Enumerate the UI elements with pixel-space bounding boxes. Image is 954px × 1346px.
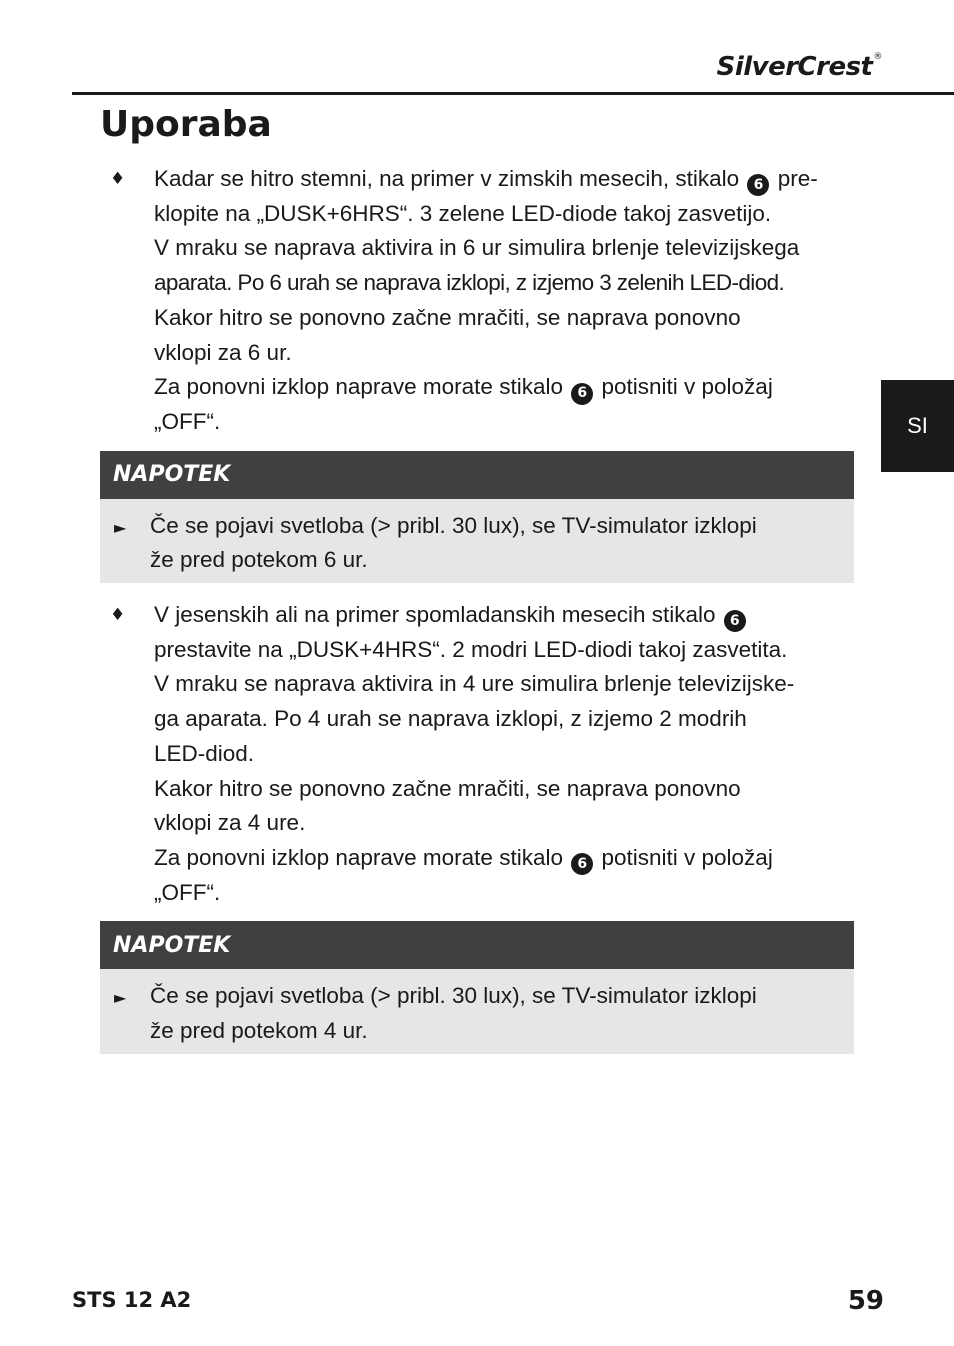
- note-text: Če se pojavi svetloba (> pribl. 30 lux), se TV-simulator izklopi že pred potekom 6 ur.: [150, 512, 757, 573]
- page-number: 59: [847, 1286, 884, 1316]
- instruction-item-winter: [100, 162, 854, 440]
- instruction-item-autumn-spring: [100, 598, 854, 910]
- switch-6-icon: 6: [571, 853, 593, 875]
- note-title: NAPOTEK: [100, 451, 854, 499]
- main-content: [100, 162, 854, 1054]
- instruction-text: Kadar se hitro stemni, na primer v zimskih mesecih, stikalo 6 pre- klopite na „DUSK+6HRS“. 3 zelene LED-diode takoj zasvetijo. V mraku se naprava aktivira in 6 ur simulira brlenje televizijskega aparata. Po 6 urah se naprava izklopi, z izjemo 3 zelenih LED-diod. Kakor hitro se ponovno začne mračiti, se naprava ponovno vklopi za 6 ur. Za ponovni izklop naprave morate stikalo 6 potisniti v položaj „OFF“.: [154, 166, 818, 434]
- footer-model: STS 12 A2: [72, 1288, 192, 1312]
- registered-mark: ®: [873, 52, 882, 62]
- instruction-text: V jesenskih ali na primer spomladanskih mesecih stikalo 6 prestavite na „DUSK+4HRS“. 2 modri LED-diodi takoj zasvetita. V mraku se naprava aktivira in 4 ure simulira brlenje televizijske- ga aparata. Po 4 urah se naprava izklopi, z izjemo 2 modrih LED-diod. Kakor hitro se ponovno začne mračiti, se naprava ponovno vklopi za 4 ure. Za ponovni izklop naprave morate stikalo 6 potisniti v položaj „OFF“.: [154, 602, 795, 905]
- note-body: [100, 499, 854, 583]
- note-text: Če se pojavi svetloba (> pribl. 30 lux), se TV-simulator izklopi že pred potekom 4 ur.: [150, 983, 757, 1044]
- header-rule: [72, 92, 954, 95]
- language-tab-label: SI: [907, 413, 928, 438]
- diamond-bullet-icon: ♦: [110, 605, 126, 626]
- note-box: [100, 451, 854, 583]
- note-box: [100, 921, 854, 1053]
- switch-6-icon: 6: [747, 174, 769, 196]
- arrow-bullet-icon: ►: [114, 517, 127, 537]
- switch-6-icon: 6: [571, 383, 593, 405]
- brand-name: SilverCrest: [716, 52, 873, 82]
- diamond-bullet-icon: ♦: [110, 169, 126, 189]
- brand-logo: [717, 52, 882, 82]
- page-title: Uporaba: [100, 104, 272, 145]
- note-title: NAPOTEK: [100, 921, 854, 969]
- note-body: [100, 969, 854, 1053]
- language-tab: [881, 380, 954, 472]
- arrow-bullet-icon: ►: [114, 988, 127, 1008]
- switch-6-icon: 6: [724, 610, 746, 632]
